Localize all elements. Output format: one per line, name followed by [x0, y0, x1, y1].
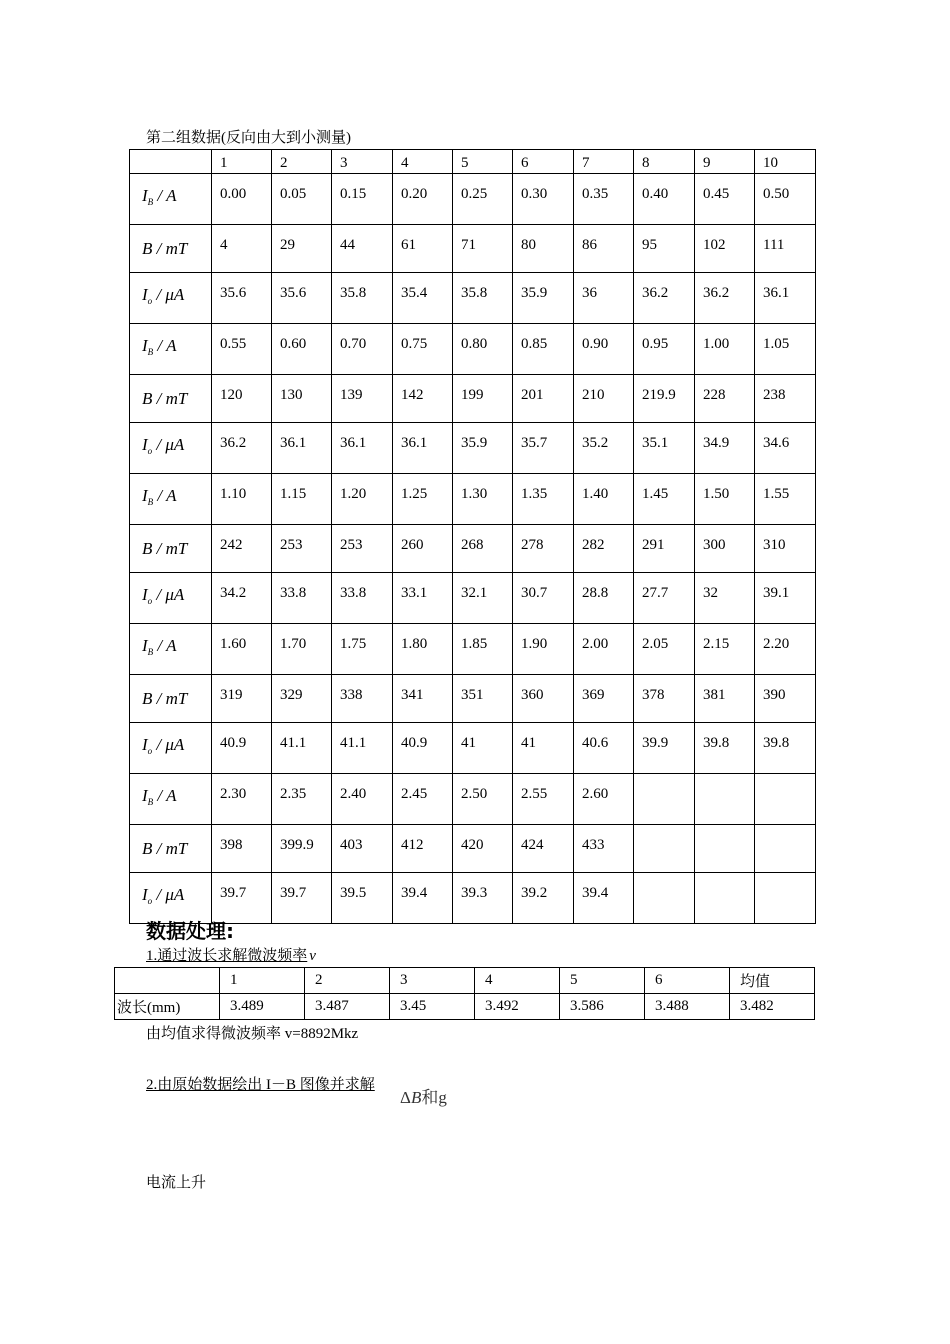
quantity-unit: / A	[153, 336, 177, 355]
header-cell: 6	[513, 150, 574, 174]
header-cell: 5	[453, 150, 513, 174]
data-cell: 0.55	[212, 324, 272, 375]
data-cell: 2.00	[574, 624, 634, 675]
data-cell: 95	[634, 225, 695, 273]
data-cell: 1.45	[634, 474, 695, 525]
quantity-symbol: I	[142, 735, 148, 754]
data-cell: 0.90	[574, 324, 634, 375]
subsection-frequency-text: 1.通过波长求解微波频率	[146, 948, 308, 964]
data-cell: 398	[212, 825, 272, 873]
header-cell: 3	[332, 150, 393, 174]
data-cell: 0.15	[332, 174, 393, 225]
data-cell: 0.35	[574, 174, 634, 225]
data-cell: 0.40	[634, 174, 695, 225]
quantity-symbol: I	[142, 786, 148, 805]
row-label-io	[130, 273, 212, 324]
data-cell: 228	[695, 375, 755, 423]
data-cell: 35.9	[453, 423, 513, 474]
data-cell	[634, 774, 695, 825]
data-cell: 2.20	[755, 624, 816, 675]
quantity-symbol: I	[142, 885, 148, 904]
data-cell	[695, 774, 755, 825]
header-cell: 5	[560, 968, 645, 994]
delta-sign: Δ	[400, 1088, 411, 1107]
data-cell: 2.40	[332, 774, 393, 825]
table-row-io	[130, 273, 816, 324]
data-cell: 0.80	[453, 324, 513, 375]
quantity-symbol: B	[142, 238, 153, 258]
data-cell: 3.45	[390, 994, 475, 1020]
data-cell: 300	[695, 525, 755, 573]
header-cell: 7	[574, 150, 634, 174]
table-row-io	[130, 723, 816, 774]
table-row-b	[130, 225, 816, 273]
data-cell: 1.80	[393, 624, 453, 675]
data-cell: 201	[513, 375, 574, 423]
data-cell: 268	[453, 525, 513, 573]
row-label-ib	[130, 624, 212, 675]
header-cell: 8	[634, 150, 695, 174]
data-cell: 44	[332, 225, 393, 273]
data-cell: 0.50	[755, 174, 816, 225]
header-cell: 4	[475, 968, 560, 994]
data-cell: 1.60	[212, 624, 272, 675]
quantity-subscript: B	[147, 347, 154, 357]
data-cell: 433	[574, 825, 634, 873]
table-row-io	[130, 573, 816, 624]
data-cell: 2.60	[574, 774, 634, 825]
data-cell: 35.7	[513, 423, 574, 474]
frequency-symbol: ν	[309, 948, 316, 964]
data-cell: 1.20	[332, 474, 393, 525]
data-cell: 39.4	[574, 873, 634, 924]
row-label-io	[130, 423, 212, 474]
data-cell: 1.15	[272, 474, 332, 525]
data-cell: 32.1	[453, 573, 513, 624]
row-label: 波长(mm)	[115, 994, 220, 1020]
data-cell: 1.00	[695, 324, 755, 375]
data-cell: 39.2	[513, 873, 574, 924]
data-cell: 378	[634, 675, 695, 723]
data-cell: 28.8	[574, 573, 634, 624]
quantity-symbol: I	[142, 585, 148, 604]
subsection-ib-graph: 2.由原始数据绘出 I－B 图像并求解	[146, 1077, 375, 1093]
data-cell: 390	[755, 675, 816, 723]
quantity-unit: / mT	[152, 688, 188, 708]
quantity-unit: / A	[153, 186, 177, 205]
data-cell: 27.7	[634, 573, 695, 624]
data-cell: 360	[513, 675, 574, 723]
header-cell: 1	[220, 968, 305, 994]
data-cell: 36.2	[634, 273, 695, 324]
quantity-subscript: B	[147, 797, 154, 807]
data-cell: 278	[513, 525, 574, 573]
row-label-ib	[130, 174, 212, 225]
wavelength-header-row	[115, 968, 815, 994]
data-cell: 1.10	[212, 474, 272, 525]
quantity-subscript: o	[147, 596, 153, 606]
measurement-table	[129, 149, 816, 924]
data-cell: 381	[695, 675, 755, 723]
header-cell: 均值	[730, 968, 815, 994]
quantity-symbol: I	[142, 636, 148, 655]
table-row-ib	[130, 324, 816, 375]
quantity-unit: / A	[153, 786, 177, 805]
quantity-unit: / mT	[152, 388, 188, 408]
data-cell: 35.6	[272, 273, 332, 324]
quantity-unit: / A	[153, 486, 177, 505]
data-cell: 34.2	[212, 573, 272, 624]
data-cell: 341	[393, 675, 453, 723]
data-cell	[695, 825, 755, 873]
header-cell	[130, 150, 212, 174]
row-label-b	[130, 825, 212, 873]
data-cell: 142	[393, 375, 453, 423]
data-cell: 1.75	[332, 624, 393, 675]
data-cell: 39.7	[212, 873, 272, 924]
table-row-b	[130, 825, 816, 873]
row-label-ib	[130, 324, 212, 375]
data-cell: 35.2	[574, 423, 634, 474]
quantity-unit: / μA	[152, 435, 185, 454]
table-row-io	[130, 423, 816, 474]
header-cell: 2	[305, 968, 390, 994]
data-cell: 0.00	[212, 174, 272, 225]
data-cell: 3.488	[645, 994, 730, 1020]
row-label-ib	[130, 474, 212, 525]
data-cell: 1.55	[755, 474, 816, 525]
data-cell: 1.35	[513, 474, 574, 525]
data-cell: 0.85	[513, 324, 574, 375]
data-cell: 0.20	[393, 174, 453, 225]
data-cell: 39.5	[332, 873, 393, 924]
header-cell: 2	[272, 150, 332, 174]
quantity-symbol: B	[142, 388, 153, 408]
data-cell: 238	[755, 375, 816, 423]
data-cell: 399.9	[272, 825, 332, 873]
row-label-io	[130, 573, 212, 624]
data-cell: 35.8	[332, 273, 393, 324]
quantity-unit: / μA	[152, 285, 185, 304]
quantity-unit: / mT	[152, 238, 188, 258]
data-cell: 39.7	[272, 873, 332, 924]
data-cell: 0.05	[272, 174, 332, 225]
row-label-ib	[130, 774, 212, 825]
data-cell: 2.35	[272, 774, 332, 825]
quantity-subscript: o	[147, 296, 153, 306]
data-cell	[695, 873, 755, 924]
quantity-subscript: B	[147, 197, 154, 207]
data-cell: 319	[212, 675, 272, 723]
header-cell: 1	[212, 150, 272, 174]
data-cell: 39.3	[453, 873, 513, 924]
quantity-symbol: B	[142, 688, 153, 708]
data-cell: 282	[574, 525, 634, 573]
header-cell: 6	[645, 968, 730, 994]
data-cell: 1.85	[453, 624, 513, 675]
row-label-b	[130, 225, 212, 273]
data-cell: 2.30	[212, 774, 272, 825]
data-cell: 351	[453, 675, 513, 723]
section-title: 数据处理:	[146, 919, 234, 943]
data-cell: 3.492	[475, 994, 560, 1020]
data-cell: 1.50	[695, 474, 755, 525]
data-cell: 4	[212, 225, 272, 273]
data-cell: 40.9	[212, 723, 272, 774]
row-label-io	[130, 723, 212, 774]
quantity-symbol: I	[142, 186, 148, 205]
data-cell: 39.8	[695, 723, 755, 774]
quantity-unit: / μA	[152, 885, 185, 904]
subsection-frequency	[146, 944, 316, 965]
data-cell: 0.75	[393, 324, 453, 375]
data-cell: 41.1	[332, 723, 393, 774]
data-cell: 33.8	[272, 573, 332, 624]
table-row-ib	[130, 624, 816, 675]
data-cell: 3.489	[220, 994, 305, 1020]
data-cell: 33.8	[332, 573, 393, 624]
header-cell	[115, 968, 220, 994]
b-symbol: B	[410, 1088, 422, 1107]
data-cell: 36.1	[332, 423, 393, 474]
data-cell: 1.40	[574, 474, 634, 525]
data-cell: 1.25	[393, 474, 453, 525]
quantity-symbol: I	[142, 336, 148, 355]
data-cell: 36.1	[393, 423, 453, 474]
data-cell: 0.95	[634, 324, 695, 375]
current-rising-paragraph: 电流上升	[146, 1175, 207, 1191]
data-cell: 30.7	[513, 573, 574, 624]
table-row-ib	[130, 174, 816, 225]
data-cell: 2.45	[393, 774, 453, 825]
data-cell: 36	[574, 273, 634, 324]
quantity-symbol: I	[142, 435, 148, 454]
data-cell	[755, 825, 816, 873]
data-cell: 41	[453, 723, 513, 774]
quantity-symbol: B	[142, 838, 153, 858]
data-cell: 260	[393, 525, 453, 573]
data-cell: 242	[212, 525, 272, 573]
header-cell: 9	[695, 150, 755, 174]
header-cell: 10	[755, 150, 816, 174]
table-row-ib	[130, 774, 816, 825]
data-cell: 253	[272, 525, 332, 573]
quantity-symbol: I	[142, 486, 148, 505]
data-cell: 199	[453, 375, 513, 423]
data-cell: 40.6	[574, 723, 634, 774]
data-cell: 35.9	[513, 273, 574, 324]
data-cell: 39.4	[393, 873, 453, 924]
data-cell: 35.6	[212, 273, 272, 324]
data-cell: 35.8	[453, 273, 513, 324]
data-cell: 0.45	[695, 174, 755, 225]
data-cell: 2.55	[513, 774, 574, 825]
table-row-b	[130, 675, 816, 723]
data-cell: 34.6	[755, 423, 816, 474]
data-cell: 139	[332, 375, 393, 423]
data-cell: 102	[695, 225, 755, 273]
and-g-text: 和g	[421, 1088, 447, 1107]
data-cell: 2.15	[695, 624, 755, 675]
header-cell: 4	[393, 150, 453, 174]
row-label-b	[130, 375, 212, 423]
frequency-result: 由均值求得微波频率 v=8892Mkz	[146, 1026, 359, 1042]
data-cell: 3.487	[305, 994, 390, 1020]
data-cell: 3.586	[560, 994, 645, 1020]
data-cell: 219.9	[634, 375, 695, 423]
data-cell: 35.1	[634, 423, 695, 474]
row-label-b	[130, 525, 212, 573]
data-cell: 424	[513, 825, 574, 873]
data-cell: 329	[272, 675, 332, 723]
quantity-unit: / μA	[152, 735, 185, 754]
quantity-subscript: o	[147, 446, 153, 456]
row-label-b	[130, 675, 212, 723]
data-cell: 36.2	[695, 273, 755, 324]
data-cell: 2.50	[453, 774, 513, 825]
data-cell: 420	[453, 825, 513, 873]
data-cell: 130	[272, 375, 332, 423]
quantity-unit: / μA	[152, 585, 185, 604]
data-cell: 111	[755, 225, 816, 273]
data-cell: 412	[393, 825, 453, 873]
quantity-subscript: o	[147, 746, 153, 756]
data-cell: 3.482	[730, 994, 815, 1020]
table-row-b	[130, 375, 816, 423]
quantity-subscript: B	[147, 647, 154, 657]
quantity-subscript: B	[147, 497, 154, 507]
data-cell: 36.1	[755, 273, 816, 324]
data-cell: 0.25	[453, 174, 513, 225]
data-cell: 403	[332, 825, 393, 873]
data-cell: 41.1	[272, 723, 332, 774]
data-cell	[634, 873, 695, 924]
data-cell: 39.8	[755, 723, 816, 774]
data-cell: 71	[453, 225, 513, 273]
data-cell: 1.05	[755, 324, 816, 375]
data-cell: 338	[332, 675, 393, 723]
data-cell: 36.2	[212, 423, 272, 474]
data-cell: 210	[574, 375, 634, 423]
data-cell: 39.1	[755, 573, 816, 624]
quantity-symbol: I	[142, 285, 148, 304]
data-cell: 41	[513, 723, 574, 774]
data-cell: 310	[755, 525, 816, 573]
data-cell: 86	[574, 225, 634, 273]
data-cell: 0.70	[332, 324, 393, 375]
data-cell: 291	[634, 525, 695, 573]
quantity-unit: / mT	[152, 538, 188, 558]
data-cell: 39.9	[634, 723, 695, 774]
data-cell: 253	[332, 525, 393, 573]
table-row-b	[130, 525, 816, 573]
data-cell: 36.1	[272, 423, 332, 474]
data-cell: 35.4	[393, 273, 453, 324]
data-cell: 369	[574, 675, 634, 723]
quantity-unit: / mT	[152, 838, 188, 858]
data-cell: 1.90	[513, 624, 574, 675]
quantity-unit: / A	[153, 636, 177, 655]
wavelength-data-row	[115, 994, 815, 1020]
data-cell: 61	[393, 225, 453, 273]
data-cell	[755, 873, 816, 924]
header-cell: 3	[390, 968, 475, 994]
data-cell: 2.05	[634, 624, 695, 675]
table-header-row	[130, 150, 816, 174]
data-cell: 80	[513, 225, 574, 273]
quantity-symbol: B	[142, 538, 153, 558]
data-cell: 0.30	[513, 174, 574, 225]
data-cell: 120	[212, 375, 272, 423]
data-cell: 29	[272, 225, 332, 273]
data-cell: 32	[695, 573, 755, 624]
data-cell: 1.30	[453, 474, 513, 525]
data-cell: 0.60	[272, 324, 332, 375]
table-row-ib	[130, 474, 816, 525]
wavelength-table	[114, 967, 815, 1020]
data-cell: 1.70	[272, 624, 332, 675]
data-cell	[755, 774, 816, 825]
quantity-subscript: o	[147, 896, 153, 906]
data-cell: 33.1	[393, 573, 453, 624]
delta-b-symbol	[400, 1083, 447, 1108]
table-caption: 第二组数据(反向由大到小测量)	[146, 130, 351, 146]
data-cell	[634, 825, 695, 873]
data-cell: 34.9	[695, 423, 755, 474]
data-cell: 40.9	[393, 723, 453, 774]
